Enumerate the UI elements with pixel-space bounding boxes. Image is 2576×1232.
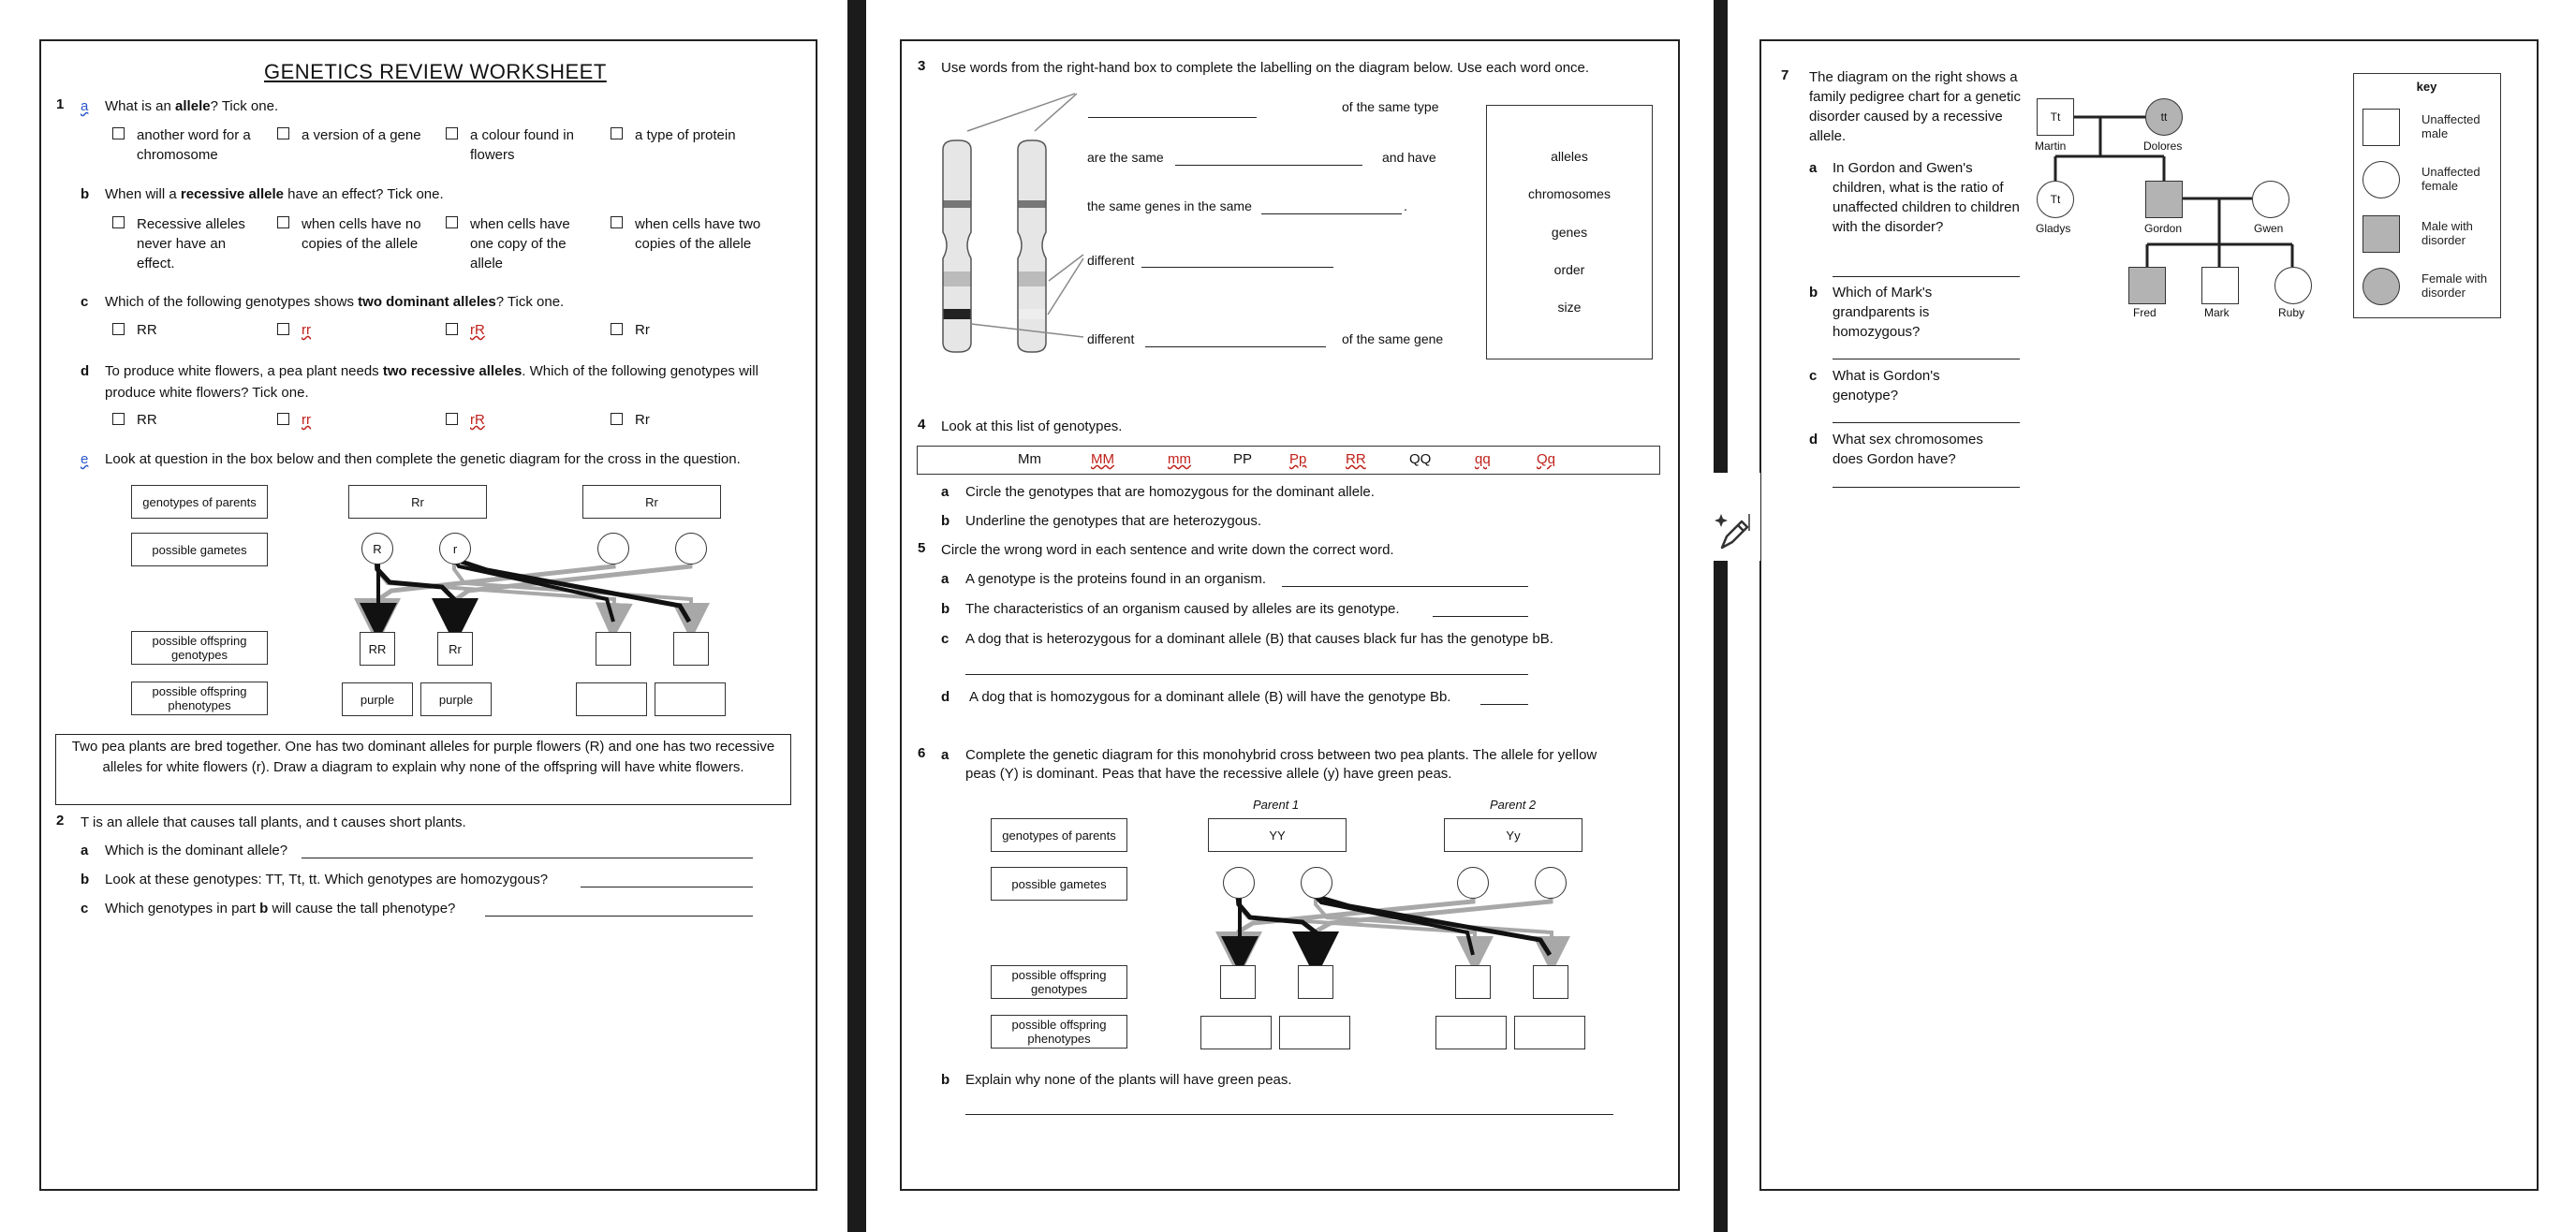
- option-label: a colour found in flowers: [470, 127, 574, 163]
- gamete-circle[interactable]: [675, 533, 707, 565]
- word-bank-item: genes: [1551, 225, 1588, 240]
- q5-text: Circle the wrong word in each sentence and write down the correct word.: [941, 542, 1394, 558]
- part-letter: a: [941, 571, 949, 587]
- option-label: a version of a gene: [302, 127, 421, 143]
- option-label: Recessive alleles never have an effect.: [137, 216, 245, 271]
- gamete-circle[interactable]: R: [361, 533, 393, 565]
- worksheet-page-3: [1728, 0, 2576, 1232]
- label-text: different: [1087, 331, 1135, 346]
- offspring-genotype-box[interactable]: Rr: [437, 632, 473, 666]
- option-label: a type of protein: [635, 127, 736, 143]
- key-label: Unaffected male: [2421, 112, 2480, 140]
- pedigree-name: Mark: [2204, 306, 2230, 319]
- q5a-text: A genotype is the proteins found in an organism.: [965, 571, 1267, 587]
- key-label: Female with disorder: [2421, 271, 2488, 300]
- question-number: 6: [918, 745, 926, 761]
- key-label: Male with disorder: [2421, 219, 2473, 247]
- genotype-item[interactable]: RR: [1346, 451, 1366, 467]
- q4-text: Look at this list of genotypes.: [941, 418, 1123, 434]
- parent2-genotype-box[interactable]: Yy: [1444, 818, 1582, 852]
- label-text: are the same: [1087, 150, 1164, 165]
- option-label: RR: [137, 322, 157, 338]
- part-letter: a: [1809, 160, 1818, 176]
- offspring-genotype-box[interactable]: [1298, 965, 1333, 999]
- q6a-text-line2: peas (Y) is dominant. Peas that have the recessive allele (y) have green peas.: [965, 766, 1452, 782]
- pedigree-gladys-unaffected-female: Tt: [2037, 181, 2074, 218]
- gamete-circle[interactable]: [1457, 867, 1489, 899]
- key-affected-female-icon: [2363, 268, 2400, 305]
- part-letter: b: [1809, 285, 1818, 301]
- worksheet-page-1: [0, 0, 847, 1232]
- cross-arrows-diagram-1: [0, 0, 847, 1232]
- q1b-text: When will a recessive allele have an effect? Tick one.: [105, 186, 444, 202]
- part-letter: c: [1809, 368, 1818, 384]
- pedigree-martin-unaffected-male: Tt: [2037, 98, 2074, 136]
- question-box: Two pea plants are bred together. One has two dominant alleles for purple flowers (R) and one has two recessive alleles for white flowers (r). Draw a diagram to explain why none of the offspring will have white flowers.: [55, 734, 791, 805]
- key-label: Unaffected female: [2421, 165, 2480, 193]
- q1d-text: To produce white flowers, a pea plant needs two recessive alleles. Which of the following genotypes will: [105, 363, 758, 379]
- question-number: 1: [56, 96, 65, 112]
- row-label-offspring-genotypes: possible offspring genotypes: [131, 631, 268, 665]
- word-bank-item: size: [1557, 300, 1582, 315]
- q5b-text: The characteristics of an organism caused by alleles are its genotype.: [965, 601, 1400, 617]
- gamete-circle[interactable]: [1535, 867, 1567, 899]
- label-text: the same genes in the same: [1087, 198, 1252, 213]
- parent2-genotype-box[interactable]: Rr: [582, 485, 721, 519]
- key-unaffected-male-icon: [2363, 109, 2400, 146]
- ai-edit-floating-button[interactable]: [1706, 473, 1760, 561]
- q1c-text: Which of the following genotypes shows two dominant alleles? Tick one.: [105, 294, 565, 310]
- q2c-text: Which genotypes in part b will cause the tall phenotype?: [105, 901, 456, 917]
- offspring-phenotype-box[interactable]: [1279, 1016, 1350, 1049]
- parent2-label: Parent 2: [1490, 798, 1537, 812]
- genotype-item[interactable]: qq: [1475, 451, 1491, 467]
- offspring-genotype-box[interactable]: [1533, 965, 1568, 999]
- parent1-label: Parent 1: [1253, 798, 1300, 812]
- part-letter: c: [81, 294, 89, 310]
- label-text: of the same type: [1342, 99, 1439, 114]
- q7a-text: In Gordon and Gwen's children, what is the ratio of unaffected children to children with the disorder?: [1833, 160, 2020, 235]
- genotype-item[interactable]: Qq: [1537, 451, 1556, 467]
- genotype-item[interactable]: QQ: [1409, 451, 1432, 467]
- option-label: Rr: [635, 412, 650, 428]
- genotype-item[interactable]: Mm: [1018, 451, 1041, 467]
- offspring-genotype-box[interactable]: [1220, 965, 1256, 999]
- offspring-genotype-box[interactable]: RR: [360, 632, 395, 666]
- option-label: rr: [302, 412, 311, 428]
- option-label: when cells have two copies of the allele: [635, 216, 761, 252]
- q7-intro: The diagram on the right shows a family pedigree chart for a genetic disorder caused by a recessive allele.: [1809, 69, 2021, 144]
- part-letter: d: [81, 363, 90, 379]
- row-label-offspring-genotypes: possible offspring genotypes: [991, 965, 1127, 999]
- row-label-possible-gametes: possible gametes: [131, 533, 268, 566]
- option-label: another word for a chromosome: [137, 127, 251, 163]
- offspring-genotype-box[interactable]: [1455, 965, 1491, 999]
- part-letter: c: [941, 631, 949, 647]
- q5d-text: A dog that is homozygous for a dominant allele (B) will have the genotype Bb.: [969, 689, 1451, 705]
- option-label: rr: [302, 322, 311, 338]
- q2-stem: T is an allele that causes tall plants, and t causes short plants.: [81, 814, 466, 830]
- genotype-item[interactable]: PP: [1233, 451, 1253, 467]
- part-letter: c: [81, 901, 89, 917]
- pedigree-name: Gordon: [2144, 222, 2183, 235]
- word-bank-item: alleles: [1551, 149, 1588, 164]
- pedigree-name: Gladys: [2036, 222, 2071, 235]
- offspring-genotype-box[interactable]: [596, 632, 631, 666]
- row-label-genotypes-of-parents: genotypes of parents: [131, 485, 268, 519]
- q3-text: Use words from the right-hand box to complete the labelling on the diagram below. Use each word once.: [941, 60, 1590, 76]
- row-label-offspring-phenotypes: possible offspring phenotypes: [991, 1015, 1127, 1049]
- label-text: and have: [1382, 150, 1436, 165]
- genotype-item[interactable]: MM: [1091, 451, 1114, 467]
- part-letter: b: [81, 872, 90, 887]
- question-number: 2: [56, 813, 65, 829]
- magic-pen-icon: [1706, 473, 1760, 561]
- key-unaffected-female-icon: [2363, 161, 2400, 198]
- word-bank-item: chromosomes: [1528, 186, 1611, 201]
- q1a-text: What is an allele? Tick one.: [105, 98, 279, 114]
- part-letter: b: [941, 1072, 950, 1088]
- part-letter: b: [81, 186, 90, 202]
- pedigree-ruby-unaffected-female: [2274, 267, 2312, 304]
- word-bank-item: order: [1553, 262, 1585, 277]
- genotype-item[interactable]: mm: [1168, 451, 1191, 467]
- option-label: when cells have one copy of the allele: [470, 216, 570, 271]
- q7d-text: What sex chromosomes does Gordon have?: [1833, 432, 1983, 467]
- parent1-genotype-box[interactable]: YY: [1208, 818, 1347, 852]
- offspring-phenotype-box[interactable]: purple: [420, 682, 492, 716]
- pedigree-name: Gwen: [2254, 222, 2284, 235]
- part-letter: a: [941, 747, 949, 763]
- part-letter: a: [81, 843, 89, 858]
- part-letter: a: [81, 98, 89, 114]
- key-affected-male-icon: [2363, 215, 2400, 253]
- q4b-text: Underline the genotypes that are heterozygous.: [965, 513, 1262, 529]
- q1e-text: Look at question in the box below and then complete the genetic diagram for the cross in the question.: [105, 451, 741, 467]
- label-text: different: [1087, 253, 1135, 268]
- offspring-phenotype-box[interactable]: [1200, 1016, 1272, 1049]
- page-title: GENETICS REVIEW WORKSHEET: [264, 60, 607, 83]
- genotype-item[interactable]: Pp: [1289, 451, 1307, 467]
- q6b-text: Explain why none of the plants will have green peas.: [965, 1072, 1292, 1088]
- key-title: key: [2416, 80, 2437, 94]
- q7b-text: Which of Mark's grandparents is homozygous?: [1833, 285, 1933, 340]
- option-label: when cells have no copies of the allele: [302, 216, 421, 252]
- gamete-circle[interactable]: [1223, 867, 1255, 899]
- offspring-phenotype-box[interactable]: [1435, 1016, 1507, 1049]
- question-number: 4: [918, 417, 926, 433]
- worksheet-page-2: [866, 0, 1714, 1232]
- pedigree-name: Fred: [2133, 306, 2156, 319]
- offspring-phenotype-box[interactable]: [1514, 1016, 1585, 1049]
- gamete-circle[interactable]: [1301, 867, 1332, 899]
- row-label-possible-gametes: possible gametes: [991, 867, 1127, 901]
- part-letter: a: [941, 484, 949, 500]
- question-number: 3: [918, 58, 926, 74]
- question-number: 5: [918, 540, 926, 556]
- row-label-offspring-phenotypes: possible offspring phenotypes: [131, 682, 268, 715]
- parent1-genotype-box[interactable]: Rr: [348, 485, 487, 519]
- answer-line[interactable]: [485, 916, 753, 917]
- part-letter: b: [941, 601, 950, 617]
- q5c-text: A dog that is heterozygous for a dominant allele (B) that causes black fur has the genotype bB.: [965, 631, 1553, 647]
- q2a-text: Which is the dominant allele?: [105, 843, 288, 858]
- question-number: 7: [1781, 67, 1789, 83]
- answer-line[interactable]: [965, 1114, 1613, 1115]
- label-text: of the same gene: [1342, 331, 1444, 346]
- offspring-phenotype-box[interactable]: [576, 682, 647, 716]
- pedigree-gordon-affected-male: [2145, 181, 2183, 218]
- offspring-genotype-box[interactable]: [673, 632, 709, 666]
- part-letter: d: [941, 689, 950, 705]
- pedigree-mark-unaffected-male: [2201, 267, 2239, 304]
- offspring-phenotype-box[interactable]: purple: [342, 682, 413, 716]
- q2b-text: Look at these genotypes: TT, Tt, tt. Which genotypes are homozygous?: [105, 872, 549, 887]
- option-label: RR: [137, 412, 157, 428]
- row-label-genotypes-of-parents: genotypes of parents: [991, 818, 1127, 852]
- part-letter: e: [81, 451, 89, 467]
- q1d-text-line2: produce white flowers? Tick one.: [105, 385, 309, 401]
- label-text: .: [1404, 198, 1407, 213]
- pedigree-dolores-affected-female: tt: [2145, 98, 2183, 136]
- gamete-circle[interactable]: r: [439, 533, 471, 565]
- q4a-text: Circle the genotypes that are homozygous for the dominant allele.: [965, 484, 1375, 500]
- option-label: Rr: [635, 322, 650, 338]
- option-label: rR: [470, 412, 485, 428]
- offspring-phenotype-box[interactable]: [655, 682, 726, 716]
- gamete-circle[interactable]: [597, 533, 629, 565]
- pedigree-name: Dolores: [2143, 139, 2183, 153]
- option-label: rR: [470, 322, 485, 338]
- pedigree-gwen-unaffected-female: [2252, 181, 2289, 218]
- q6a-text: Complete the genetic diagram for this monohybrid cross between two pea plants. The allele for yellow: [965, 747, 1597, 763]
- pedigree-fred-affected-male: [2128, 267, 2166, 304]
- pedigree-name: Ruby: [2278, 306, 2305, 319]
- q7c-text: What is Gordon's genotype?: [1833, 368, 1940, 403]
- part-letter: d: [1809, 432, 1818, 447]
- pedigree-name: Martin: [2035, 139, 2067, 153]
- part-letter: b: [941, 513, 950, 529]
